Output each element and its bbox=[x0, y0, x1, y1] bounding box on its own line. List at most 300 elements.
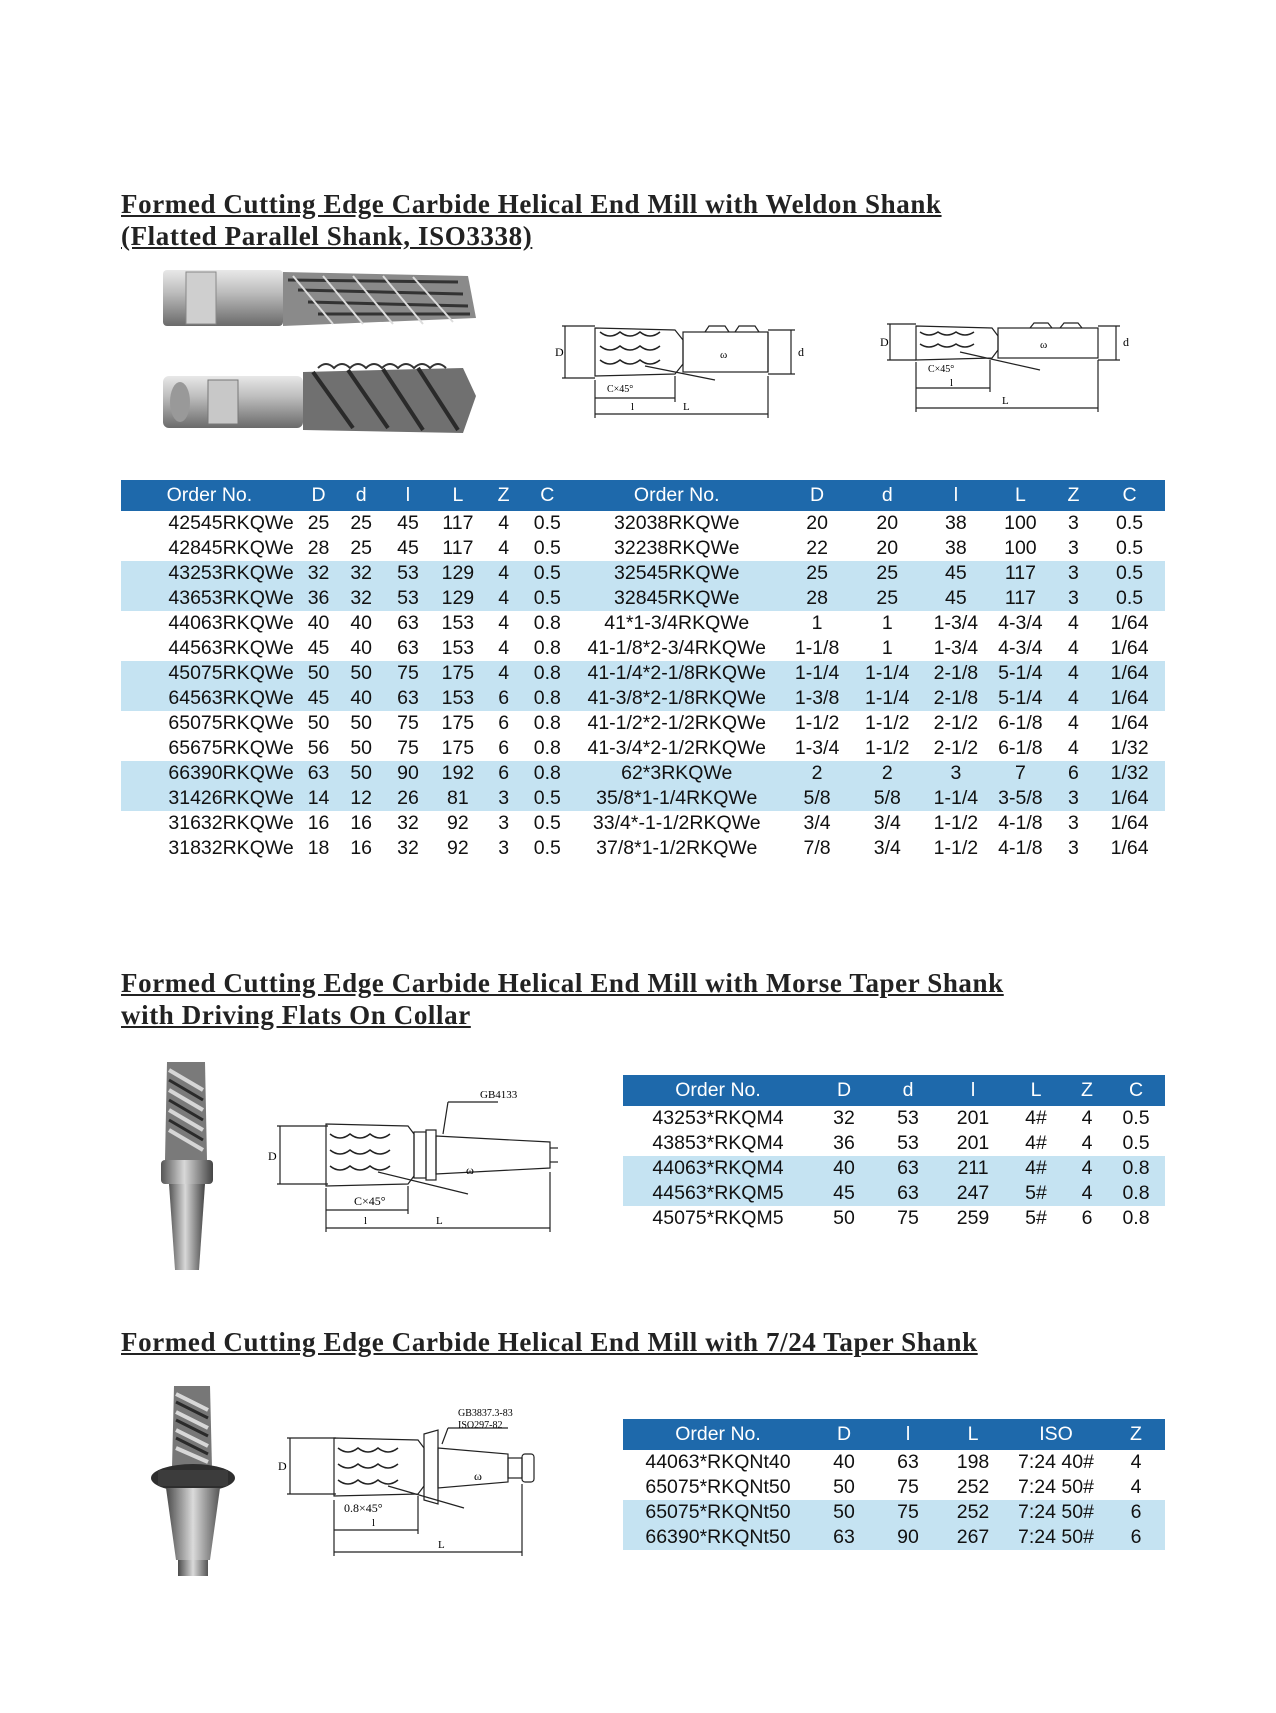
column-header: l bbox=[924, 480, 988, 511]
table-cell: 44563RKQWe bbox=[168, 637, 294, 659]
taper724-l-label: l bbox=[372, 1517, 376, 1529]
table-cell: 40 bbox=[350, 612, 373, 634]
table-cell: 100 bbox=[1004, 512, 1037, 534]
table-cell: 75 bbox=[383, 661, 433, 686]
drawing-b-d-label: d bbox=[1123, 335, 1129, 349]
table-cell: 16 bbox=[350, 812, 373, 834]
table-cell: 20 bbox=[876, 512, 899, 534]
table-row bbox=[623, 1475, 1165, 1500]
table-cell: 0.5 bbox=[1094, 586, 1165, 611]
table-cell: 4 bbox=[498, 537, 510, 559]
table-cell: 66390RKQWe bbox=[121, 761, 298, 786]
table-cell: 53 bbox=[383, 561, 433, 586]
table-cell: 32 bbox=[397, 837, 419, 859]
table-cell: 63 bbox=[383, 686, 433, 711]
table-cell: 117 bbox=[442, 512, 474, 534]
table-cell: 5/8 bbox=[783, 786, 851, 811]
table-cell: 4 bbox=[1130, 1451, 1142, 1473]
table-cell: 65075*RKQNt50 bbox=[645, 1476, 791, 1498]
table-cell: 4 bbox=[1067, 637, 1079, 659]
drawing-a-L-label: L bbox=[683, 401, 690, 413]
table-cell: 32 bbox=[397, 812, 419, 834]
table-cell: 45 bbox=[298, 686, 340, 711]
table-cell: 40 bbox=[339, 686, 383, 711]
morse-endmill-drawing bbox=[268, 1082, 578, 1232]
table-cell: 42845RKQWe bbox=[168, 537, 294, 559]
table-cell: 90 bbox=[383, 761, 433, 786]
section1-title-line2: (Flatted Parallel Shank, ISO3338) bbox=[121, 221, 533, 251]
table-cell: 5# bbox=[1025, 1207, 1047, 1229]
table-cell: 4 bbox=[498, 512, 510, 534]
table-cell: 252 bbox=[956, 1476, 990, 1498]
table-cell: 40 bbox=[833, 1451, 855, 1473]
table-cell: 1/64 bbox=[1110, 712, 1149, 734]
table-cell: 1-1/4 bbox=[851, 661, 924, 686]
morse-l-label: l bbox=[364, 1215, 368, 1227]
table-cell: 0.5 bbox=[524, 586, 570, 611]
table-cell: 41*1-3/4RKQWe bbox=[604, 612, 750, 634]
table-cell: 32038RKQWe bbox=[614, 512, 740, 534]
table-row bbox=[623, 1450, 1165, 1475]
table-cell: 3 bbox=[498, 812, 510, 834]
table-cell: 26 bbox=[383, 786, 433, 811]
section3-title-line1: Formed Cutting Edge Carbide Helical End Mill with 7/24 Taper Shank bbox=[121, 1327, 978, 1357]
table-cell: 32238RKQWe bbox=[614, 537, 740, 559]
table-cell: 16 bbox=[307, 812, 330, 834]
table-cell: 25 bbox=[350, 537, 373, 559]
table-cell: 38 bbox=[945, 512, 967, 534]
table-cell: 6-1/8 bbox=[998, 712, 1043, 734]
table-cell: 31832RKQWe bbox=[168, 837, 294, 859]
table-cell: 5# bbox=[1005, 1181, 1067, 1206]
table-cell: 201 bbox=[956, 1132, 990, 1154]
table-cell: 31632RKQWe bbox=[168, 812, 294, 834]
table-cell: 117 bbox=[988, 586, 1052, 611]
table-cell: 53 bbox=[897, 1107, 919, 1129]
table-cell: 3 bbox=[1067, 837, 1079, 859]
table-cell: 0.5 bbox=[533, 812, 561, 834]
table-cell: 129 bbox=[433, 561, 483, 586]
drawing-a-chamfer-label: C×45° bbox=[607, 384, 634, 395]
table-cell: 45 bbox=[307, 637, 330, 659]
table-cell: 50 bbox=[833, 1476, 855, 1498]
table-cell: 100 bbox=[1004, 537, 1037, 559]
table-cell: 252 bbox=[941, 1500, 1005, 1525]
table-cell: 0.5 bbox=[1122, 1132, 1150, 1154]
table-cell: 45075*RKQM5 bbox=[652, 1207, 784, 1229]
taper724-endmill-photo bbox=[148, 1382, 238, 1582]
morse-D-label: D bbox=[268, 1149, 277, 1163]
table-cell: 50 bbox=[813, 1500, 875, 1525]
drawing-a-omega-label: ω bbox=[720, 349, 728, 361]
table-cell: 7:24 50# bbox=[1005, 1525, 1107, 1550]
table-cell: 0.5 bbox=[1122, 1107, 1150, 1129]
table-cell: 4-3/4 bbox=[998, 612, 1043, 634]
table-row bbox=[623, 1156, 1165, 1181]
table-cell: 50 bbox=[339, 661, 383, 686]
table-cell: 129 bbox=[433, 586, 483, 611]
table-cell: 0.5 bbox=[533, 837, 561, 859]
table-cell: 7:24 50# bbox=[1018, 1476, 1094, 1498]
table-cell: 41-1/4*2-1/8RKQWe bbox=[570, 661, 783, 686]
table-cell: 1-1/2 bbox=[865, 712, 910, 734]
morse-spec-table bbox=[623, 1075, 1165, 1231]
table-cell: 6 bbox=[483, 761, 525, 786]
table-cell: 4 bbox=[1053, 661, 1095, 686]
table-cell: 32 bbox=[339, 561, 383, 586]
table-cell: 1/64 bbox=[1110, 637, 1149, 659]
table-cell: 0.5 bbox=[524, 561, 570, 586]
table-cell: 4 bbox=[483, 661, 525, 686]
table-cell: 66390*RKQNt50 bbox=[623, 1525, 813, 1550]
table-cell: 32 bbox=[339, 586, 383, 611]
table-row bbox=[121, 611, 1165, 636]
table-cell: 1/64 bbox=[1094, 661, 1165, 686]
taper724-chamfer-label: 0.8×45° bbox=[344, 1501, 383, 1515]
table-cell: 63 bbox=[897, 1451, 919, 1473]
table-cell: 40 bbox=[350, 637, 373, 659]
table-cell: 16 bbox=[350, 837, 373, 859]
table-cell: 50 bbox=[307, 712, 330, 734]
table-cell: 41-3/8*2-1/8RKQWe bbox=[570, 686, 783, 711]
table-cell: 3/4 bbox=[873, 837, 901, 859]
table-cell: 28 bbox=[307, 537, 330, 559]
table-cell: 75 bbox=[397, 737, 419, 759]
table-cell: 38 bbox=[945, 537, 967, 559]
table-cell: 4# bbox=[1005, 1156, 1067, 1181]
table-cell: 1-3/4 bbox=[794, 737, 840, 759]
table-cell: 1/64 bbox=[1110, 837, 1149, 859]
table-cell: 1-1/4 bbox=[851, 686, 924, 711]
table-row bbox=[121, 661, 1165, 686]
table-cell: 7 bbox=[988, 761, 1052, 786]
table-cell: 3/4 bbox=[803, 812, 831, 834]
table-cell: 0.8 bbox=[533, 737, 561, 759]
table-cell: 117 bbox=[442, 537, 474, 559]
table-cell: 5/8 bbox=[851, 786, 924, 811]
morse-L-label: L bbox=[436, 1215, 443, 1227]
section1-title-line1: Formed Cutting Edge Carbide Helical End Mill with Weldon Shank bbox=[121, 189, 942, 219]
table-row bbox=[121, 586, 1165, 611]
table-row bbox=[121, 711, 1165, 736]
column-header: d bbox=[875, 1075, 941, 1106]
taper724-omega-label: ω bbox=[474, 1469, 482, 1483]
table-cell: 1-3/4 bbox=[933, 637, 979, 659]
column-header: Z bbox=[1107, 1419, 1165, 1450]
table-cell: 6 bbox=[1053, 761, 1095, 786]
taper724-D-label: D bbox=[278, 1459, 287, 1473]
table-cell: 50 bbox=[339, 761, 383, 786]
table-cell: 25 bbox=[851, 561, 924, 586]
table-cell: 18 bbox=[307, 837, 330, 859]
table-cell: 1 bbox=[881, 612, 893, 634]
table-cell: 37/8*1-1/2RKQWe bbox=[596, 837, 758, 859]
column-header: L bbox=[1005, 1075, 1067, 1106]
table-cell: 25 bbox=[307, 512, 330, 534]
table-cell: 7:24 40# bbox=[1018, 1451, 1094, 1473]
table-cell: 5-1/4 bbox=[988, 661, 1052, 686]
table-cell: 32 bbox=[833, 1107, 855, 1129]
table-cell: 33/4*-1-1/2RKQWe bbox=[592, 812, 761, 834]
table-cell: 1-1/4 bbox=[924, 786, 988, 811]
table-cell: 41-1/8*2-3/4RKQWe bbox=[587, 637, 766, 659]
table-cell: 192 bbox=[433, 761, 483, 786]
table-cell: 41-1/2*2-1/2RKQWe bbox=[587, 712, 766, 734]
section2-title-line1: Formed Cutting Edge Carbide Helical End Mill with Morse Taper Shank bbox=[121, 968, 1004, 998]
morse-standard-label: GB4133 bbox=[480, 1089, 518, 1101]
section2-title bbox=[121, 967, 1004, 1031]
table-cell: 3 bbox=[1053, 561, 1095, 586]
table-cell: 4 bbox=[1067, 1181, 1107, 1206]
weldon-endmill-drawing-a bbox=[555, 318, 815, 423]
table-cell: 267 bbox=[941, 1525, 1005, 1550]
table-cell: 1 bbox=[881, 637, 893, 659]
table-cell: 22 bbox=[806, 537, 828, 559]
column-header: C bbox=[1107, 1075, 1165, 1106]
table-cell: 4 bbox=[1067, 612, 1079, 634]
table-cell: 153 bbox=[433, 686, 483, 711]
table-cell: 247 bbox=[941, 1181, 1005, 1206]
table-cell: 63 bbox=[397, 637, 419, 659]
table-cell: 1/32 bbox=[1094, 761, 1165, 786]
table-cell: 25 bbox=[350, 512, 373, 534]
weldon-endmill-photo bbox=[158, 268, 488, 443]
table-cell: 3 bbox=[1053, 586, 1095, 611]
table-cell: 6 bbox=[498, 712, 510, 734]
table-cell: 56 bbox=[307, 737, 330, 759]
table-cell: 50 bbox=[833, 1207, 855, 1229]
table-cell: 3 bbox=[1067, 812, 1079, 834]
table-cell: 259 bbox=[956, 1207, 990, 1229]
table-cell: 0.8 bbox=[533, 612, 561, 634]
table-cell: 4 bbox=[1081, 1132, 1093, 1154]
table-cell: 3 bbox=[483, 786, 525, 811]
table-row bbox=[121, 511, 1165, 536]
table-cell: 81 bbox=[433, 786, 483, 811]
morse-chamfer-label: C×45° bbox=[354, 1194, 386, 1208]
table-cell: 3 bbox=[498, 837, 510, 859]
table-cell: 4 bbox=[483, 561, 525, 586]
column-header: Order No. bbox=[623, 1419, 813, 1450]
table-cell: 75 bbox=[897, 1207, 919, 1229]
table-row bbox=[121, 761, 1165, 786]
table-cell: 1/32 bbox=[1110, 737, 1149, 759]
table-cell: 0.8 bbox=[1107, 1181, 1165, 1206]
table-cell: 6 bbox=[498, 737, 510, 759]
drawing-b-D-label: D bbox=[880, 335, 889, 349]
table-cell: 62*3RKQWe bbox=[570, 761, 783, 786]
table-cell: 4-3/4 bbox=[998, 637, 1043, 659]
table-cell: 63 bbox=[298, 761, 340, 786]
table-cell: 6 bbox=[1081, 1207, 1093, 1229]
table-cell: 4-1/8 bbox=[998, 837, 1043, 859]
table-cell: 0.8 bbox=[524, 686, 570, 711]
table-cell: 175 bbox=[441, 712, 475, 734]
table-header-row bbox=[623, 1419, 1165, 1450]
table-row bbox=[623, 1206, 1165, 1231]
table-cell: 42545RKQWe bbox=[168, 512, 294, 534]
table-cell: 0.5 bbox=[533, 512, 561, 534]
table-cell: 198 bbox=[956, 1451, 990, 1473]
table-cell: 211 bbox=[941, 1156, 1005, 1181]
table-row bbox=[623, 1131, 1165, 1156]
table-cell: 63 bbox=[875, 1156, 941, 1181]
drawing-b-l-label: l bbox=[950, 377, 954, 389]
table-cell: 1-1/2 bbox=[865, 737, 910, 759]
morse-endmill-photo bbox=[155, 1060, 220, 1275]
table-cell: 63 bbox=[397, 612, 419, 634]
drawing-b-L-label: L bbox=[1002, 395, 1009, 407]
table-cell: 4 bbox=[1053, 686, 1095, 711]
table-cell: 6 bbox=[483, 686, 525, 711]
taper724-standard1-label: GB3837.3-83 bbox=[458, 1408, 513, 1419]
section1-title bbox=[121, 188, 942, 252]
table-cell: 25 bbox=[783, 561, 851, 586]
table-cell: 44063RKQWe bbox=[168, 612, 294, 634]
table-cell: 0.8 bbox=[1107, 1156, 1165, 1181]
table-row bbox=[121, 786, 1165, 811]
table-cell: 3 bbox=[1053, 786, 1095, 811]
table-cell: 75 bbox=[875, 1500, 941, 1525]
table-cell: 6 bbox=[1107, 1525, 1165, 1550]
taper724-L-label: L bbox=[438, 1539, 445, 1551]
column-header: d bbox=[339, 480, 383, 511]
table-cell: 64563RKQWe bbox=[121, 686, 298, 711]
table-cell: 0.8 bbox=[533, 712, 561, 734]
table-cell: 92 bbox=[447, 812, 469, 834]
table-cell: 90 bbox=[875, 1525, 941, 1550]
table-cell: 7/8 bbox=[803, 837, 831, 859]
table-cell: 44563*RKQM5 bbox=[623, 1181, 813, 1206]
table-cell: 1-3/8 bbox=[783, 686, 851, 711]
table-cell: 32 bbox=[298, 561, 340, 586]
table-cell: 53 bbox=[383, 586, 433, 611]
table-row bbox=[121, 636, 1165, 661]
table-cell: 1/64 bbox=[1094, 686, 1165, 711]
table-cell: 45 bbox=[924, 561, 988, 586]
column-header: Z bbox=[1053, 480, 1095, 511]
table-cell: 12 bbox=[339, 786, 383, 811]
table-row bbox=[121, 736, 1165, 761]
drawing-a-d-label: d bbox=[798, 345, 804, 359]
table-row bbox=[623, 1500, 1165, 1525]
table-cell: 6 bbox=[1107, 1500, 1165, 1525]
column-header: Order No. bbox=[570, 480, 783, 511]
drawing-b-chamfer-label: C×45° bbox=[928, 364, 955, 375]
table-cell: 153 bbox=[441, 612, 475, 634]
table-cell: 3 bbox=[1067, 512, 1079, 534]
table-cell: 45075RKQWe bbox=[121, 661, 298, 686]
column-header: L bbox=[941, 1419, 1005, 1450]
column-header: L bbox=[433, 480, 483, 511]
table-cell: 0.8 bbox=[1122, 1207, 1150, 1229]
table-cell: 31426RKQWe bbox=[121, 786, 298, 811]
table-cell: 1/64 bbox=[1094, 786, 1165, 811]
column-header: l bbox=[383, 480, 433, 511]
table-cell: 25 bbox=[851, 586, 924, 611]
table-cell: 32845RKQWe bbox=[570, 586, 783, 611]
table-row bbox=[121, 686, 1165, 711]
table-cell: 43253*RKQM4 bbox=[652, 1107, 784, 1129]
table-row bbox=[121, 561, 1165, 586]
table-cell: 43253RKQWe bbox=[121, 561, 298, 586]
table-cell: 0.8 bbox=[524, 761, 570, 786]
table-cell: 2 bbox=[783, 761, 851, 786]
table-cell: 1-3/4 bbox=[933, 612, 979, 634]
table-cell: 117 bbox=[988, 561, 1052, 586]
table-cell: 1-1/2 bbox=[933, 812, 979, 834]
table-cell: 65675RKQWe bbox=[168, 737, 294, 759]
table-cell: 75 bbox=[397, 712, 419, 734]
table-cell: 63 bbox=[813, 1525, 875, 1550]
table-row bbox=[623, 1106, 1165, 1131]
table-cell: 45 bbox=[813, 1181, 875, 1206]
weldon-spec-table bbox=[121, 480, 1165, 861]
column-header: L bbox=[988, 480, 1052, 511]
table-cell: 2-1/2 bbox=[933, 712, 979, 734]
table-cell: 4 bbox=[498, 612, 510, 634]
column-header: Order No. bbox=[121, 480, 298, 511]
table-cell: 2 bbox=[851, 761, 924, 786]
table-cell: 43653RKQWe bbox=[121, 586, 298, 611]
table-cell: 3/4 bbox=[873, 812, 901, 834]
table-cell: 43853*RKQM4 bbox=[652, 1132, 784, 1154]
table-cell: 4 bbox=[1081, 1107, 1093, 1129]
table-header-row bbox=[121, 480, 1165, 511]
table-row bbox=[121, 536, 1165, 561]
section3-title bbox=[121, 1326, 978, 1358]
column-header: d bbox=[851, 480, 924, 511]
table-cell: 1 bbox=[811, 612, 823, 634]
table-cell: 50 bbox=[298, 661, 340, 686]
table-cell: 0.8 bbox=[524, 661, 570, 686]
column-header: l bbox=[875, 1419, 941, 1450]
drawing-a-l-label: l bbox=[631, 401, 635, 413]
table-cell: 0.8 bbox=[533, 637, 561, 659]
drawing-b-omega-label: ω bbox=[1040, 339, 1048, 351]
table-cell: 4 bbox=[483, 586, 525, 611]
morse-omega-label: ω bbox=[466, 1163, 474, 1177]
table-row bbox=[623, 1181, 1165, 1206]
column-header: C bbox=[1094, 480, 1165, 511]
table-cell: 1/64 bbox=[1110, 812, 1149, 834]
table-cell: 4-1/8 bbox=[998, 812, 1043, 834]
table-cell: 40 bbox=[813, 1156, 875, 1181]
table-cell: 153 bbox=[441, 637, 475, 659]
table-cell: 50 bbox=[350, 712, 373, 734]
table-cell: 45 bbox=[397, 512, 419, 534]
table-cell: 3 bbox=[1067, 537, 1079, 559]
table-cell: 0.5 bbox=[533, 537, 561, 559]
table-cell: 36 bbox=[298, 586, 340, 611]
table-cell: 4 bbox=[1067, 712, 1079, 734]
table-cell: 4 bbox=[498, 637, 510, 659]
table-cell: 75 bbox=[897, 1476, 919, 1498]
table-cell: 92 bbox=[447, 837, 469, 859]
table-cell: 63 bbox=[875, 1181, 941, 1206]
column-header: ISO bbox=[1005, 1419, 1107, 1450]
column-header: D bbox=[813, 1419, 875, 1450]
taper724-spec-table bbox=[623, 1419, 1165, 1550]
table-cell: 53 bbox=[897, 1132, 919, 1154]
column-header: D bbox=[783, 480, 851, 511]
table-cell: 36 bbox=[833, 1132, 855, 1154]
table-cell: 28 bbox=[783, 586, 851, 611]
taper724-endmill-drawing bbox=[278, 1408, 578, 1558]
table-cell: 2-1/8 bbox=[924, 661, 988, 686]
table-cell: 0.5 bbox=[1094, 561, 1165, 586]
table-cell: 1/64 bbox=[1110, 612, 1149, 634]
